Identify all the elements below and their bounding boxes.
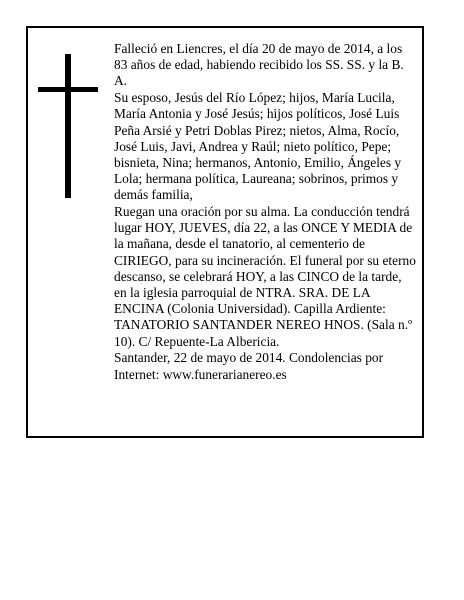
cross-icon bbox=[38, 54, 98, 198]
family-list: Su esposo, Jesús del Río López; hijos, María Lucila, María Antonia y José Jesús; hijos políticos, José Luis Peña Arsié y Petri Doblas Pirez; nietos, Alma, Rocío, José Luis, Javi, Andrea y Raúl; nieto político, Pepe; bisnieta, Nina; hermanos, Antonio, Emilio, Ángeles y Lola; hermana política, Laureana; sobrinos, primos y demás familia, bbox=[114, 90, 402, 203]
funeral-details: Ruegan una oración por su alma. La conducción tendrá lugar HOY, JUEVES, día 22, a las ONCE Y MEDIA de la mañana, desde el tanatorio, al cementerio de CIRIEGO, para su incineración. El funeral por su eterno descanso, se celebrará HOY, a las CINCO de la tarde, en la iglesia parroquial de NTRA. SRA. DE LA ENCINA (Colonia Universidad). Capilla Ardiente: TANATORIO SANTANDER NEREO HNOS. (Sala n.º 10). C/ Repuente-La Albericia. bbox=[114, 204, 416, 349]
death-announcement: Falleció en Liencres, el día 20 de mayo de 2014, a los 83 años de edad, habiendo recibido los SS. SS. y la B. A. bbox=[114, 41, 404, 89]
cross-horizontal-bar bbox=[38, 87, 98, 92]
obituary-text bbox=[114, 41, 416, 383]
condolences-line: Santander, 22 de mayo de 2014. Condolencias por Internet: www.funerarianereo.es bbox=[114, 350, 384, 382]
obituary-notice bbox=[26, 26, 424, 438]
cross-vertical-bar bbox=[65, 54, 71, 198]
